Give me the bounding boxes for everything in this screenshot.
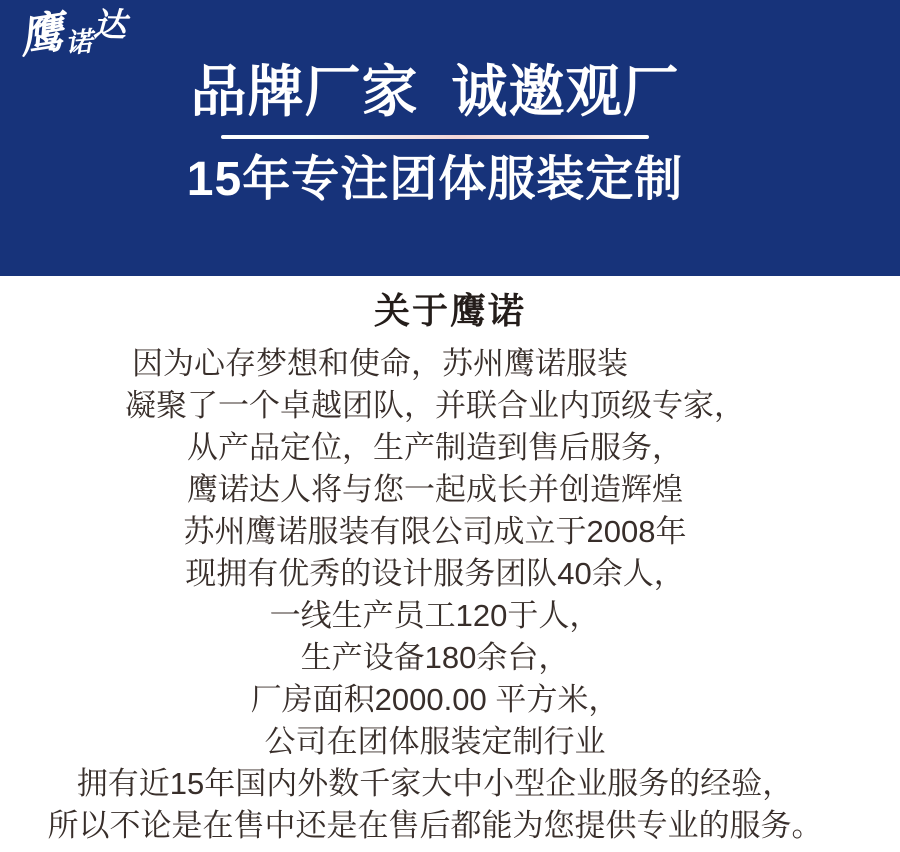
about-title: 关于鹰诺 [373, 290, 526, 331]
about-text-line: 生产设备180余台， [300, 639, 570, 675]
brand-logo-char: 诺 [64, 26, 94, 59]
about-text-block [0, 343, 885, 847]
about-text-line: 拥有近15年国内外数千家大中小型企业服务的经验， [76, 765, 794, 801]
about-text-line: 一线生产员工120于人， [269, 597, 601, 633]
about-section [0, 276, 900, 847]
about-text-line: 所以不论是在售中还是在售后都能为您提供专业的服务。 [47, 807, 823, 843]
about-text-line: 公司在团体服装定制行业 [264, 723, 606, 759]
divider-line [221, 135, 649, 139]
about-text-line: 苏州鹰诺服装有限公司成立于2008年 [183, 513, 687, 549]
about-text-line: 鹰诺达人将与您一起成长并创造辉煌 [187, 471, 683, 507]
brand-logo-char: 达 [92, 5, 127, 44]
about-text-line: 凝聚了一个卓越团队，并联合业内顶级专家， [125, 387, 745, 423]
about-text-line: 现拥有优秀的设计服务团队40余人， [185, 555, 685, 591]
banner-content [0, 0, 885, 207]
about-text-line: 因为心存梦想和使命，苏州鹰诺服装 [132, 345, 628, 381]
brand-logo-char: 鹰 [15, 7, 67, 63]
banner [0, 0, 900, 276]
about-text-line: 从产品定位，生产制造到售后服务， [187, 429, 683, 465]
banner-subheadline: 15年专注团体服装定制 [186, 153, 684, 207]
banner-headline: 品牌厂家 诚邀观厂 [190, 60, 680, 123]
about-text-line: 厂房面积2000.00 平方米， [250, 681, 620, 717]
